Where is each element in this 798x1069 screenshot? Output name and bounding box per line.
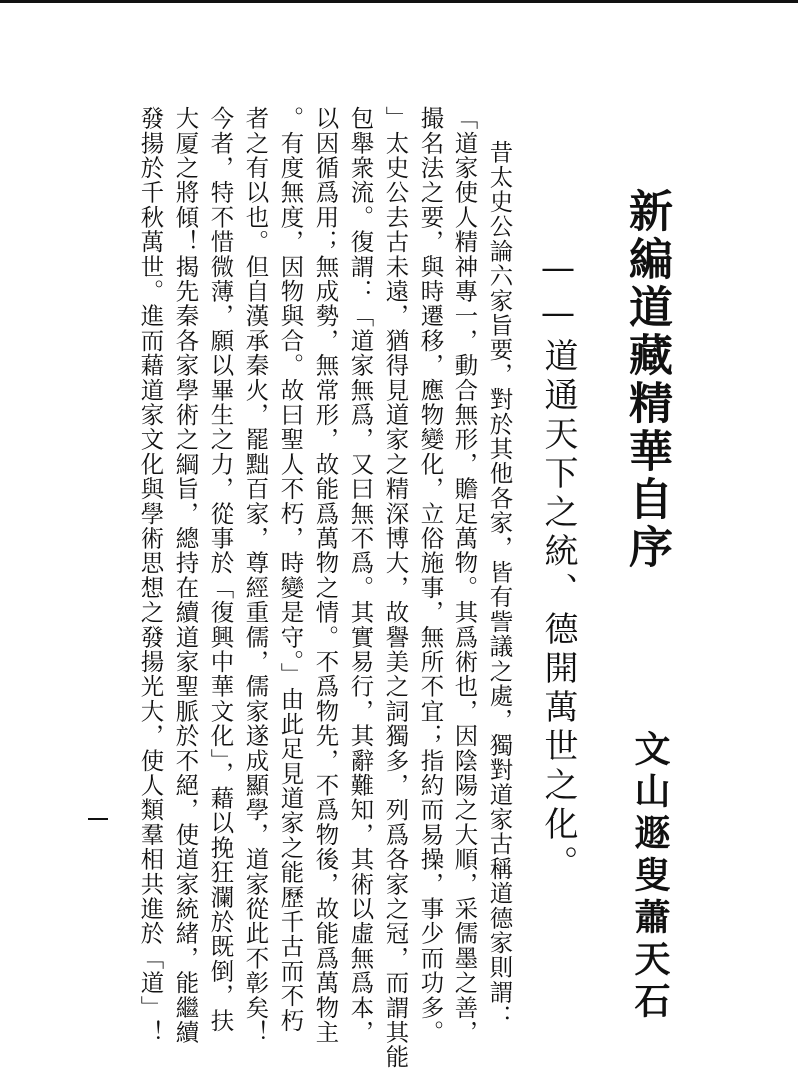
body-column-1: 昔太史公論六家旨要，對於其他各家，皆有訾議之處，獨對道家古稱道德家則謂： — [485, 140, 514, 1030]
body-column-3: 撮名法之要，與時遷移，應物變化，立俗施事，無所不宜；指約而易操，事少而功多。 — [416, 106, 445, 1045]
author-name: 文山遯叟蕭天石 — [629, 730, 671, 1024]
top-border-line — [0, 0, 798, 3]
body-column-6: 以因循爲用；無成勢，無常形，故能爲萬物之情。不爲物先，不爲物後，故能爲萬物主 — [311, 106, 340, 1045]
body-column-11: 發揚於千秋萬世。進而藉道家文化與學術思想之發揚光大，使人類羣相共進於「道」！ — [136, 106, 165, 1045]
body-column-4: 」太史公去古未遠，猶得見道家之精深博大，故譽美之詞獨多，列爲各家之冠，而謂其能 — [381, 106, 410, 1069]
body-column-5: 包舉衆流。復謂：「道家無爲，又曰無不爲。其實易行，其辭難知，其術以虛無爲本， — [346, 106, 375, 1045]
page-subtitle: ——道通天下之統、德開萬世之化。 — [538, 248, 578, 884]
body-column-9: 今者，特不惜微薄，願以畢生之力，從事於「復興中華文化」，藉以挽狂瀾於既倒，扶 — [206, 106, 235, 1033]
body-column-7: 。有度無度，因物與合。故曰聖人不朽，時變是守。」由此足見道家之能歷千古而不朽 — [276, 106, 305, 1033]
page-title: 新編道藏精華自序 — [621, 188, 672, 572]
page-number — [88, 818, 108, 820]
body-column-10: 大厦之將傾！揭先秦各家學術之綱旨，總持在續道家聖脈於不絕，使道家統緒，能繼續 — [171, 106, 200, 1045]
body-column-8: 者之有以也。但自漢承秦火，罷黜百家，尊經重儒，儒家遂成顯學，道家從此不彰矣！ — [241, 106, 270, 1045]
body-column-2: 「道家使人精神專一，動合無形，贍足萬物。其爲術也，因陰陽之大順，采儒墨之善， — [450, 106, 479, 1045]
